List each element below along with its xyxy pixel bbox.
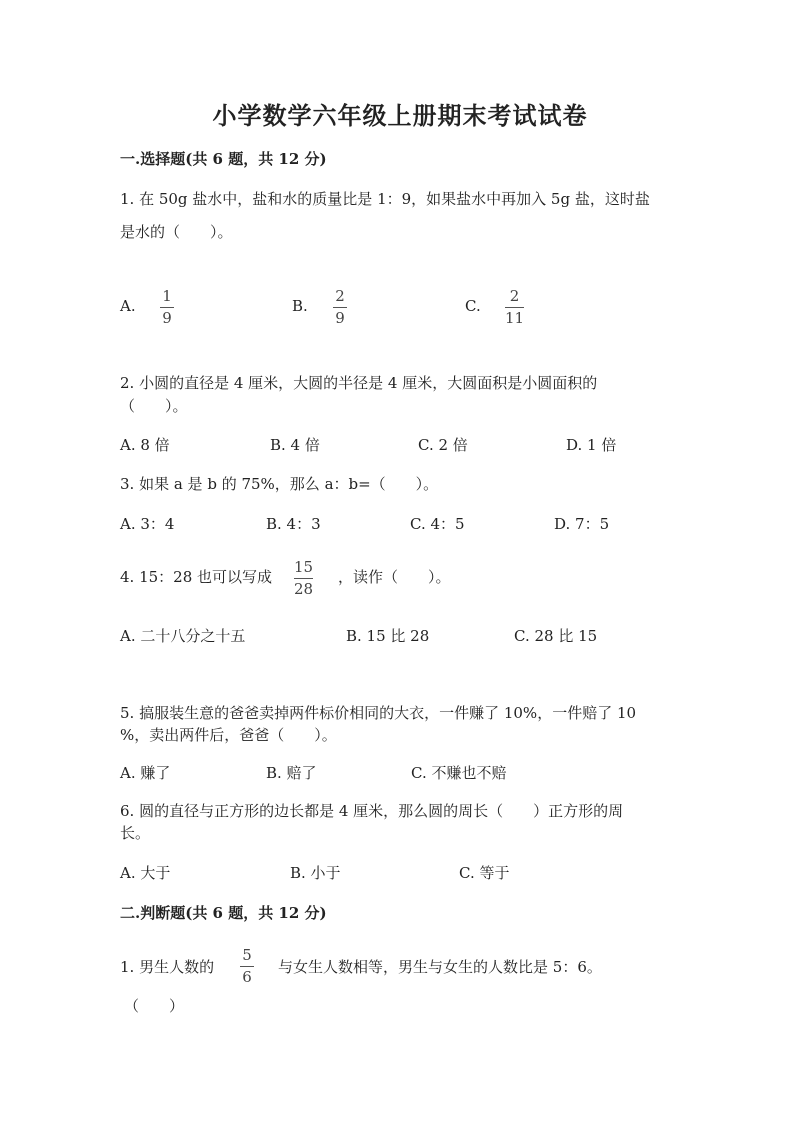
fraction-bar <box>160 307 174 308</box>
q5-option-c: C. 不赚也不赔 <box>411 764 507 782</box>
judgement-1-suffix: 与女生人数相等，男生与女生的人数比是 5：6。 <box>278 958 602 976</box>
q4-option-c: C. 28 比 15 <box>514 627 598 645</box>
fraction-bar <box>505 307 524 308</box>
q1-option-c-label: C. <box>465 297 481 315</box>
question-6-line-2: 长。 <box>120 824 151 842</box>
q3-option-d: D. 7：5 <box>554 515 610 533</box>
fraction-numerator: 2 <box>335 287 345 305</box>
question-4-suffix: ，读作（ ）。 <box>338 568 451 586</box>
fraction-numerator: 2 <box>509 287 520 305</box>
q6-option-c: C. 等于 <box>459 864 510 882</box>
q6-option-a: A. 大于 <box>120 864 171 882</box>
fraction-denominator: 6 <box>242 968 252 986</box>
q1-option-b-fraction <box>333 289 347 326</box>
question-3: 3. 如果 a 是 b 的 75%，那么 a：b=（ ）。 <box>120 475 439 493</box>
fraction-bar <box>294 578 313 579</box>
question-5-line-2: %，卖出两件后，爸爸（ ）。 <box>120 726 337 744</box>
section-heading-choice: 一.选择题(共 6 题，共 12 分) <box>120 150 327 168</box>
question-2-line-2: （ ）。 <box>120 397 188 415</box>
fraction-numerator: 15 <box>294 558 314 576</box>
fraction-denominator: 11 <box>505 309 525 327</box>
q3-option-b: B. 4：3 <box>266 515 321 533</box>
judgement-1-answer-blank: （ ） <box>124 997 185 1015</box>
question-5-line-1: 5. 搞服装生意的爸爸卖掉两件标价相同的大衣，一件赚了 10%，一件赔了 10 <box>120 704 637 722</box>
judgement-1-prefix: 1. 男生人数的 <box>120 958 215 976</box>
q2-option-c: C. 2 倍 <box>418 436 468 454</box>
judgement-1-fraction <box>240 948 254 985</box>
question-2-line-1: 2. 小圆的直径是 4 厘米，大圆的半径是 4 厘米，大圆面积是小圆面积的 <box>120 374 598 392</box>
q5-option-b: B. 赔了 <box>266 764 317 782</box>
q2-option-d: D. 1 倍 <box>566 436 617 454</box>
fraction-denominator: 9 <box>162 309 172 327</box>
q1-option-c-fraction <box>505 289 524 326</box>
page-title: 小学数学六年级上册期末考试试卷 <box>212 101 588 130</box>
q3-option-a: A. 3：4 <box>120 515 175 533</box>
question-6-line-1: 6. 圆的直径与正方形的边长都是 4 厘米，那么圆的周长（ ）正方形的周 <box>120 802 624 820</box>
question-1-line-1: 1. 在 50g 盐水中，盐和水的质量比是 1：9，如果盐水中再加入 5g 盐，这时盐 <box>120 190 650 208</box>
q4-option-b: B. 15 比 28 <box>346 627 430 645</box>
q2-option-a: A. 8 倍 <box>120 436 170 454</box>
q3-option-c: C. 4：5 <box>410 515 465 533</box>
q6-option-b: B. 小于 <box>290 864 341 882</box>
question-4-prefix: 4. 15：28 也可以写成 <box>120 568 273 586</box>
q5-option-a: A. 赚了 <box>120 764 171 782</box>
q1-option-b-label: B. <box>292 297 308 315</box>
fraction-numerator: 1 <box>162 287 172 305</box>
fraction-denominator: 28 <box>294 580 314 598</box>
question-1-line-2: 是水的（ ）。 <box>120 223 233 241</box>
section-heading-judgement: 二.判断题(共 6 题，共 12 分) <box>120 904 327 922</box>
fraction-bar <box>240 966 254 967</box>
q1-option-a-fraction <box>160 289 174 326</box>
fraction-bar <box>333 307 347 308</box>
fraction-denominator: 9 <box>335 309 345 327</box>
fraction-numerator: 5 <box>242 946 252 964</box>
question-4-fraction <box>294 560 313 597</box>
q4-option-a: A. 二十八分之十五 <box>120 627 246 645</box>
q2-option-b: B. 4 倍 <box>270 436 320 454</box>
q1-option-a-label: A. <box>120 297 136 315</box>
